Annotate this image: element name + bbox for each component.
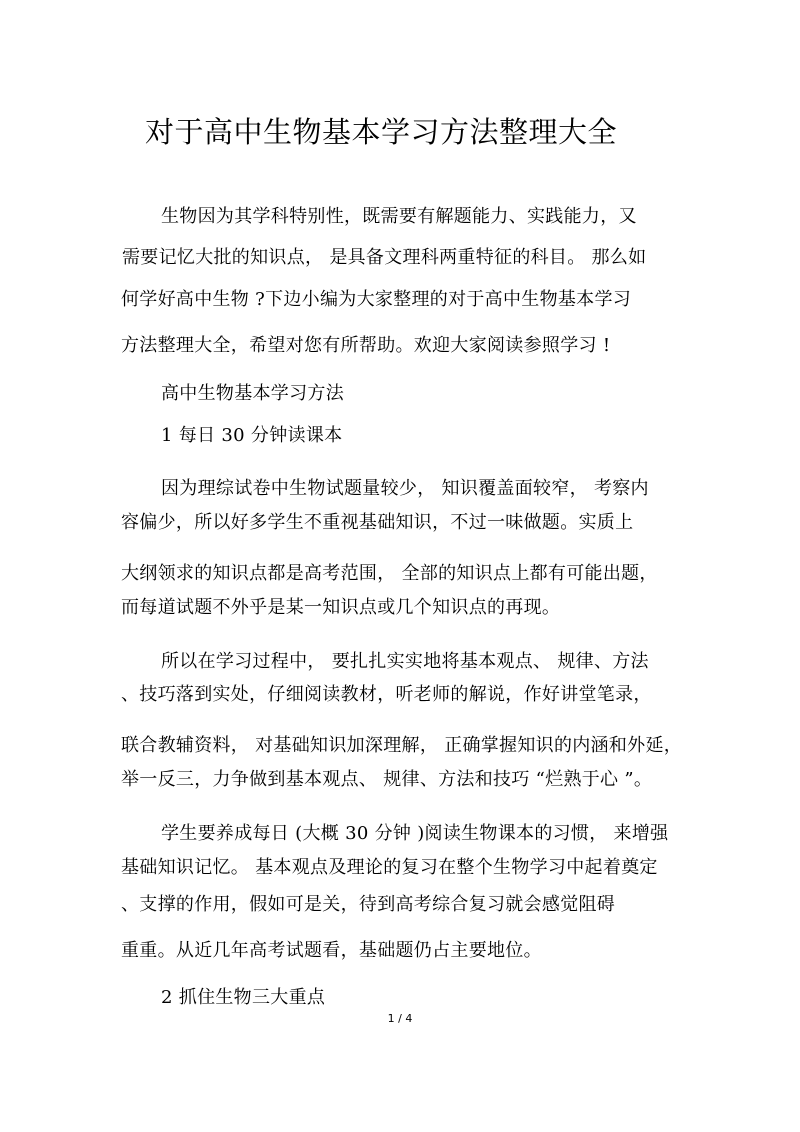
- paragraph-line: 、技巧落到实处，仔细阅读教材，听老师的解说，作好讲堂笔录，: [121, 684, 652, 705]
- paragraph-line: 因为理综试卷中生物试题量较少， 知识覆盖面较窄， 考察内: [161, 478, 649, 499]
- paragraph-line: 容偏少，所以好多学生不重视基础知识，不过一味做题。实质上: [121, 512, 634, 533]
- paragraph-line: 需要记忆大批的知识点， 是具备文理科两重特征的科目。 那么如: [122, 247, 647, 268]
- subsection-heading: 1 每日 30 分钟读课本: [161, 425, 343, 446]
- paragraph-line: 大纲领求的知识点都是高考范围， 全部的知识点上都有可能出题，: [121, 563, 658, 584]
- paragraph-line: 生物因为其学科特别性，既需要有解题能力、实践能力，又: [161, 206, 637, 227]
- paragraph-line: 学生要养成每日 (大概 30 分钟 )阅读生物课本的习惯， 来增强: [161, 823, 669, 844]
- paragraph-line: 重重。从近几年高考试题看，基础题仍占主要地位。: [121, 940, 542, 961]
- paragraph-line: 何学好高中生物 ?下边小编为大家整理的对于高中生物基本学习: [121, 289, 632, 310]
- page-title: 对于高中生物基本学习方法整理大全: [145, 115, 618, 149]
- section-heading: 高中生物基本学习方法: [161, 383, 344, 404]
- paragraph-line: 举一反三，力争做到基本观点、 规律、方法和技巧 “烂熟于心 ”。: [121, 769, 653, 790]
- paragraph-line: 所以在学习过程中， 要扎扎实实地将基本观点、 规律、方法: [161, 651, 649, 672]
- subsection-heading: 2 抓住生物三大重点: [161, 987, 326, 1008]
- paragraph-line: 、支撑的作用，假如可是关，待到高考综合复习就会感觉阻碍: [121, 894, 616, 915]
- paragraph-line: 联合教辅资料， 对基础知识加深理解， 正确掌握知识的内涵和外延，: [121, 735, 683, 756]
- paragraph-line: 而每道试题不外乎是某一知识点或几个知识点的再现。: [121, 597, 561, 618]
- paragraph-line: 方法整理大全，希望对您有所帮助。欢迎大家阅读参照学习 !: [121, 335, 611, 356]
- page-number: 1 / 4: [387, 1012, 413, 1025]
- paragraph-line: 基础知识记忆。 基本观点及理论的复习在整个生物学习中起着奠定: [121, 857, 658, 878]
